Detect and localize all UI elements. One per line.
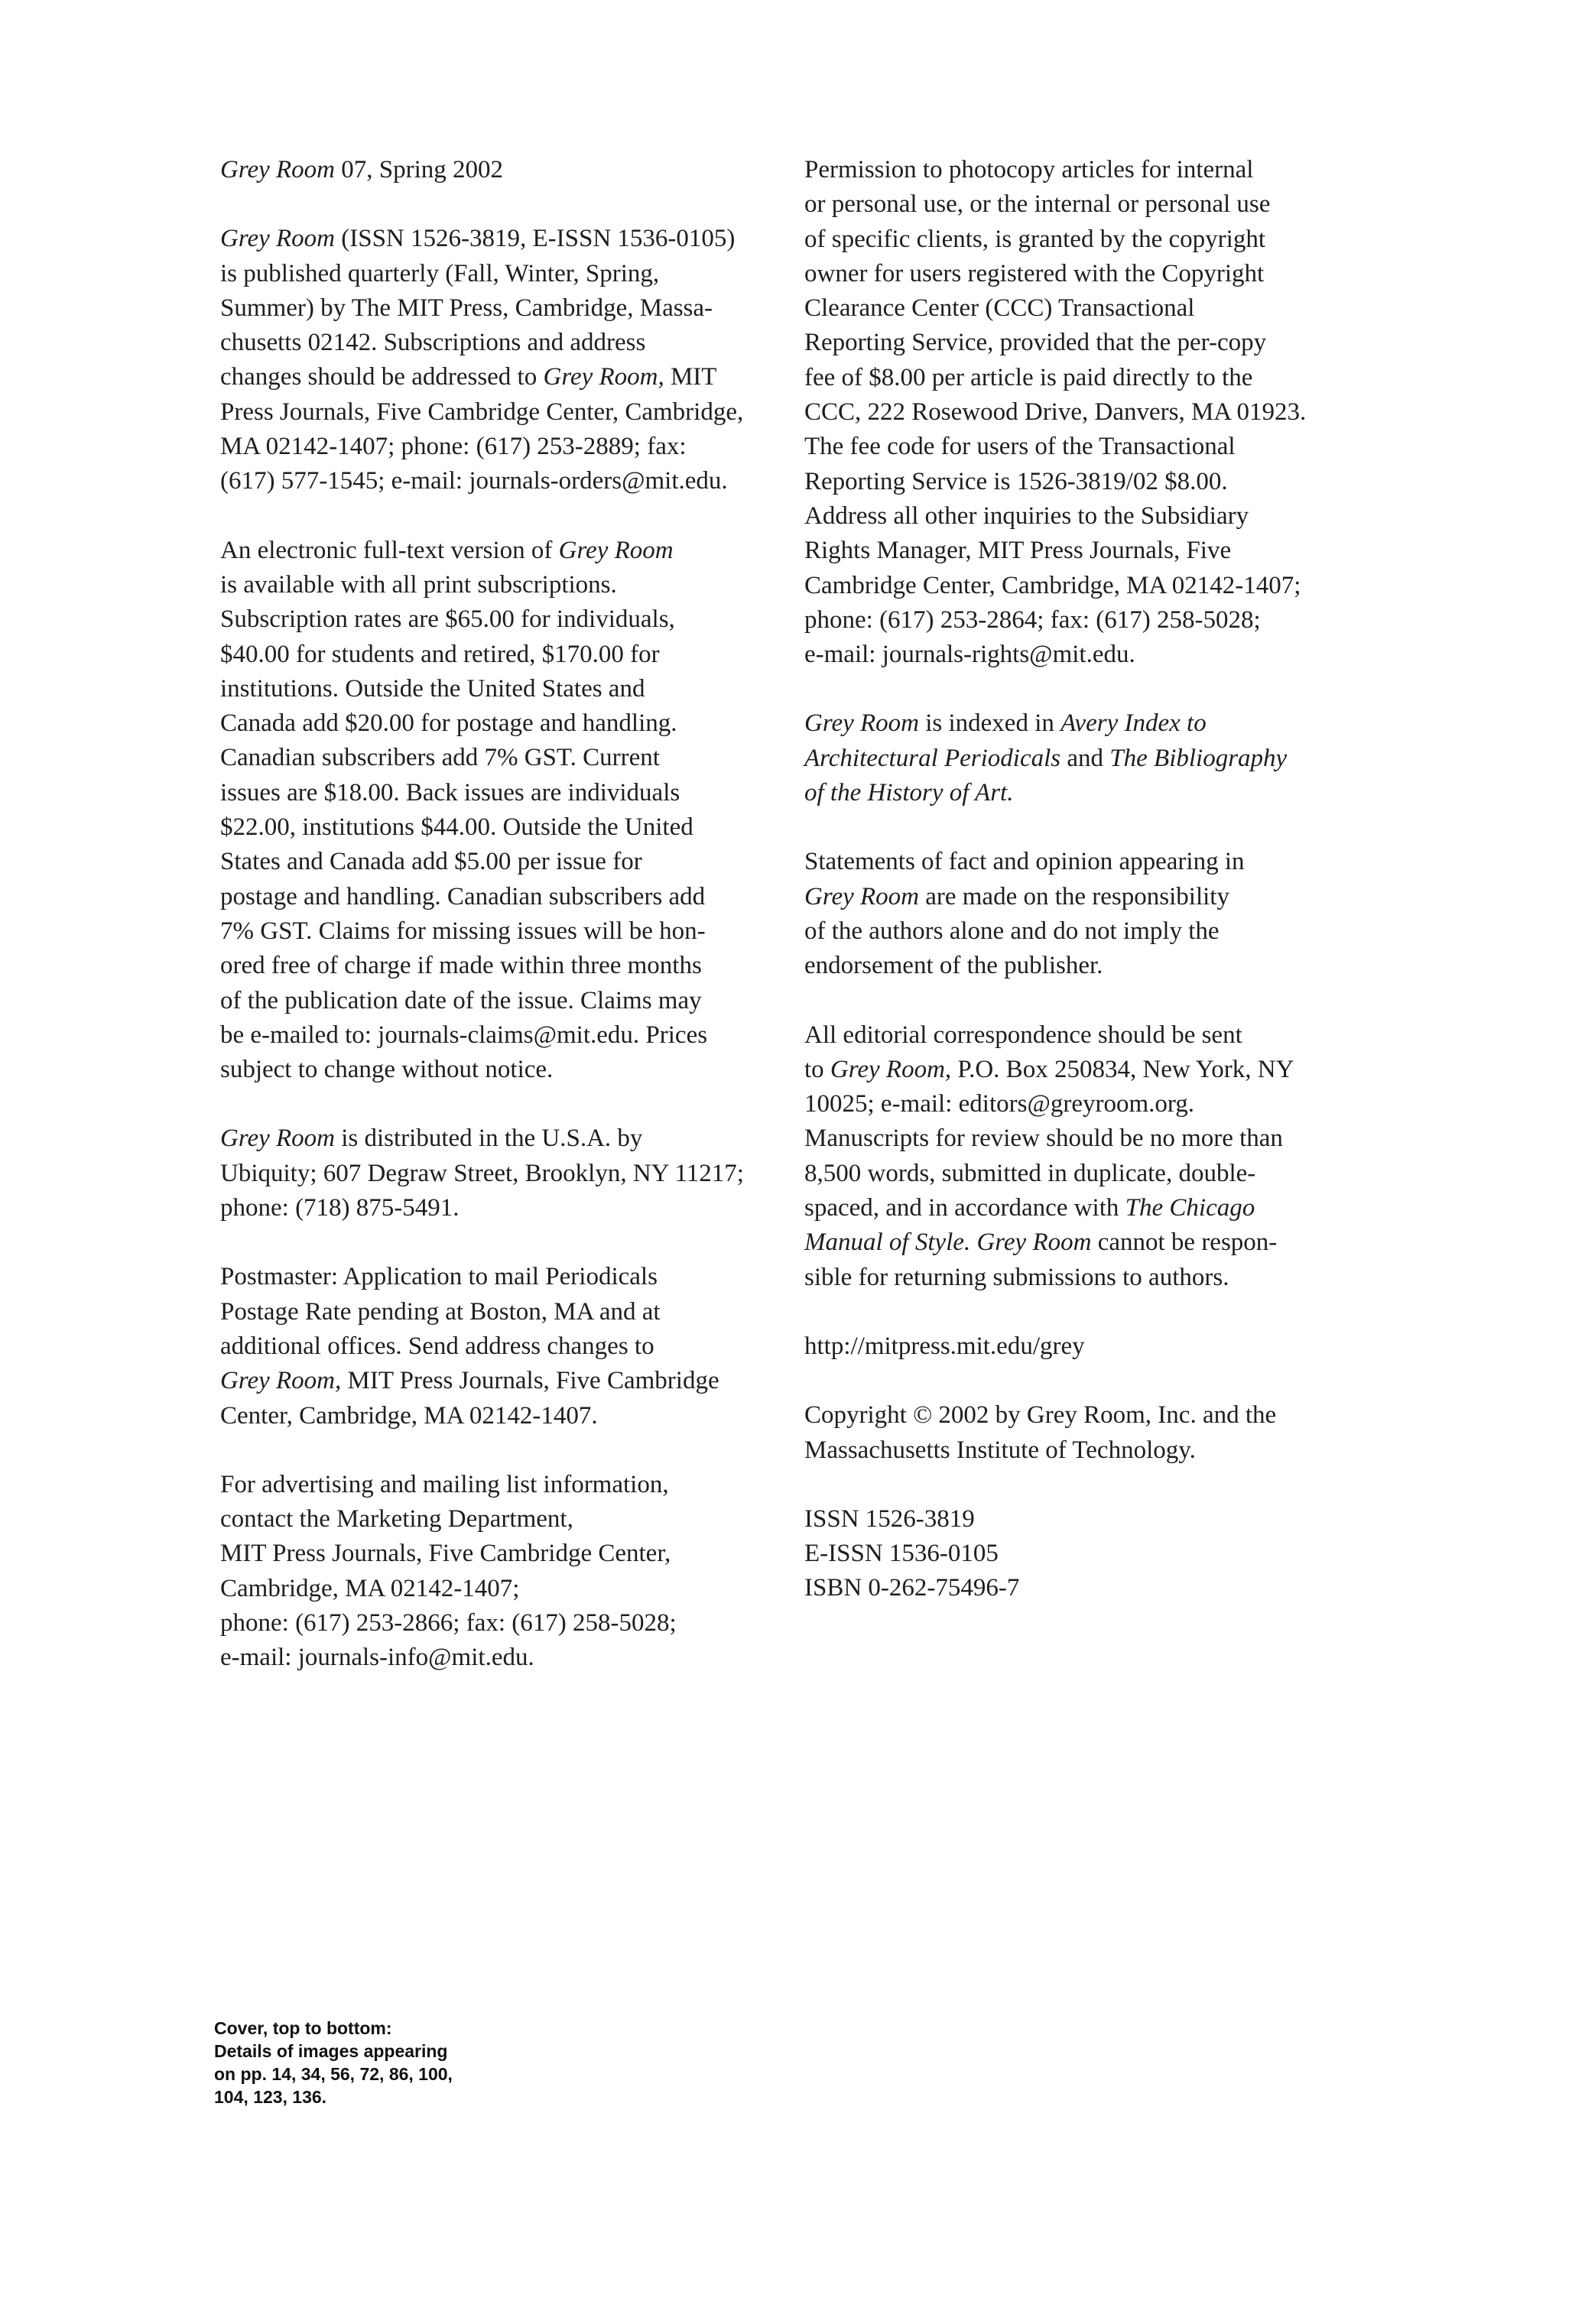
index-name: The Bibliography of the History of Art. — [804, 744, 1288, 807]
copyright-notice: Copyright © 2002 by Grey Room, Inc. and the Massachusetts Institute of Technology. — [804, 1401, 1277, 1464]
website-url: http://mitpress.mit.edu/grey — [804, 1332, 1085, 1360]
editorial-info — [804, 1018, 1385, 1295]
journal-title: Grey Room, — [543, 363, 664, 391]
subscriptions-text: An electronic full-text version of — [220, 536, 559, 564]
distribution-info — [220, 1121, 801, 1225]
editorial-text: cannot be respon- sible for returning submissions to authors. — [804, 1229, 1278, 1291]
identifiers: ISSN 1526-3819 E-ISSN 1536-0105 ISBN 0-262-75496-7 — [804, 1504, 1020, 1602]
permission-info: Permission to photocopy articles for internal or personal use, or the internal or personal use of specific clients, is granted by the copyright owner for users registered with the Copyright Clearance Center (CCC) Transactional Reporting Service, provided that the per-copy fee of $8.00 per article is paid directly to the CCC, 222 Rosewood Drive, Danvers, MA 01923. The fee code for users of the Transactional Reporting Service is 1526-3819/02 $8.00. Address all other inquiries to the Subsidiary Rights Manager, MIT Press Journals, Five Cambridge Center, Cambridge, MA 02142-1407; phone: (617) 253-2864; fax: (617) 258-5028; e-mail: journals-rights@mit.edu. — [804, 156, 1307, 669]
postmaster-info — [220, 1260, 801, 1433]
distribution-text: is distributed in the U.S.A. by Ubiquity; 607 Degraw Street, Brooklyn, NY 11217; phone: (718) 875-5491. — [220, 1125, 744, 1222]
left-column — [220, 153, 801, 1710]
statements-text: are made on the responsibility of the authors alone and do not imply the endorsement of the publisher. — [804, 882, 1229, 980]
indexing-text: is indexed in — [918, 709, 1061, 738]
postmaster-text: Postmaster: Application to mail Periodicals Postage Rate pending at Boston, MA and at additional offices. Send address changes to — [220, 1263, 661, 1360]
issue-line — [220, 153, 801, 187]
journal-title: Grey Room — [804, 709, 919, 738]
publication-info-text: (ISSN 1526-3819, E-ISSN 1536-0105) is published quarterly (Fall, Winter, Spring, Summer) by The MIT Press, Cambridge, Massa- chusetts 02142. Subscriptions and address changes should be addressed to — [220, 225, 736, 391]
postmaster-text: MIT Press Journals, Five Cambridge Center, Cambridge, MA 02142-1407. — [220, 1367, 719, 1430]
journal-title: Grey Room, — [830, 1055, 952, 1083]
statements-info — [804, 845, 1385, 983]
journal-title: Grey Room — [804, 882, 919, 910]
indexing-info — [804, 706, 1385, 810]
style-manual-title: The Chicago Manual of Style. Grey Room — [804, 1194, 1255, 1257]
advertising-info: For advertising and mailing list information, contact the Marketing Department, MIT Press Journals, Five Cambridge Center, Cambridge, MA 02142-1407; phone: (617) 253-2866; fax: (617) 258-5028; e-mail: journals-info@mit.edu. — [220, 1470, 677, 1672]
journal-title: Grey Room — [220, 156, 335, 183]
subscriptions-text: is available with all print subscriptions. Subscription rates are $65.00 for individuals, $40.00 for students and retired, $170.00 for institutions. Outside the United States and Canada add $20.00 for postage and handling. Canadian subscribers add 7% GST. Current issues are $18.00. Back issues are individuals $22.00, institutions $44.00. Outside the United States and Canada add $5.00 per issue for postage and handling. Canadian subscribers add 7% GST. Claims for missing issues will be hon- ored free of charge if made within three months of the publication date of the issue. Claims may be e-mailed to: journals-claims@mit.edu. Prices subject to change without notice. — [220, 570, 708, 1084]
editorial-text: P.O. Box 250834, New York, NY 10025; e-mail: editors@greyroom.org. Manuscripts for review should be no more than 8,500 words, submitted in duplicate, double- spaced, and in accordance with — [804, 1055, 1294, 1222]
editorial-text: All editorial correspondence should be sent to — [804, 1021, 1242, 1083]
issue-text: 07, Spring 2002 — [334, 156, 503, 183]
journal-title: Grey Room — [220, 1125, 335, 1153]
publication-info — [220, 222, 801, 498]
cover-caption: Cover, top to bottom: Details of images appearing on pp. 14, 34, 56, 72, 86, 100, 104, 123, 136. — [214, 2018, 453, 2107]
journal-title: Grey Room, — [220, 1367, 342, 1395]
journal-title: Grey Room — [220, 225, 335, 253]
index-name: Avery Index to Architectural Periodicals — [804, 709, 1207, 772]
publication-info-text: MIT Press Journals, Five Cambridge Center, Cambridge, MA 02142-1407; phone: (617) 253-2889; fax: (617) 577-1545; e-mail: journals-orders@mit.edu. — [220, 363, 744, 495]
journal-title: Grey Room — [558, 536, 674, 564]
subscriptions-info — [220, 534, 801, 1088]
indexing-text: and — [1060, 744, 1110, 772]
statements-text: Statements of fact and opinion appearing in — [804, 848, 1245, 876]
right-column — [804, 153, 1385, 1641]
